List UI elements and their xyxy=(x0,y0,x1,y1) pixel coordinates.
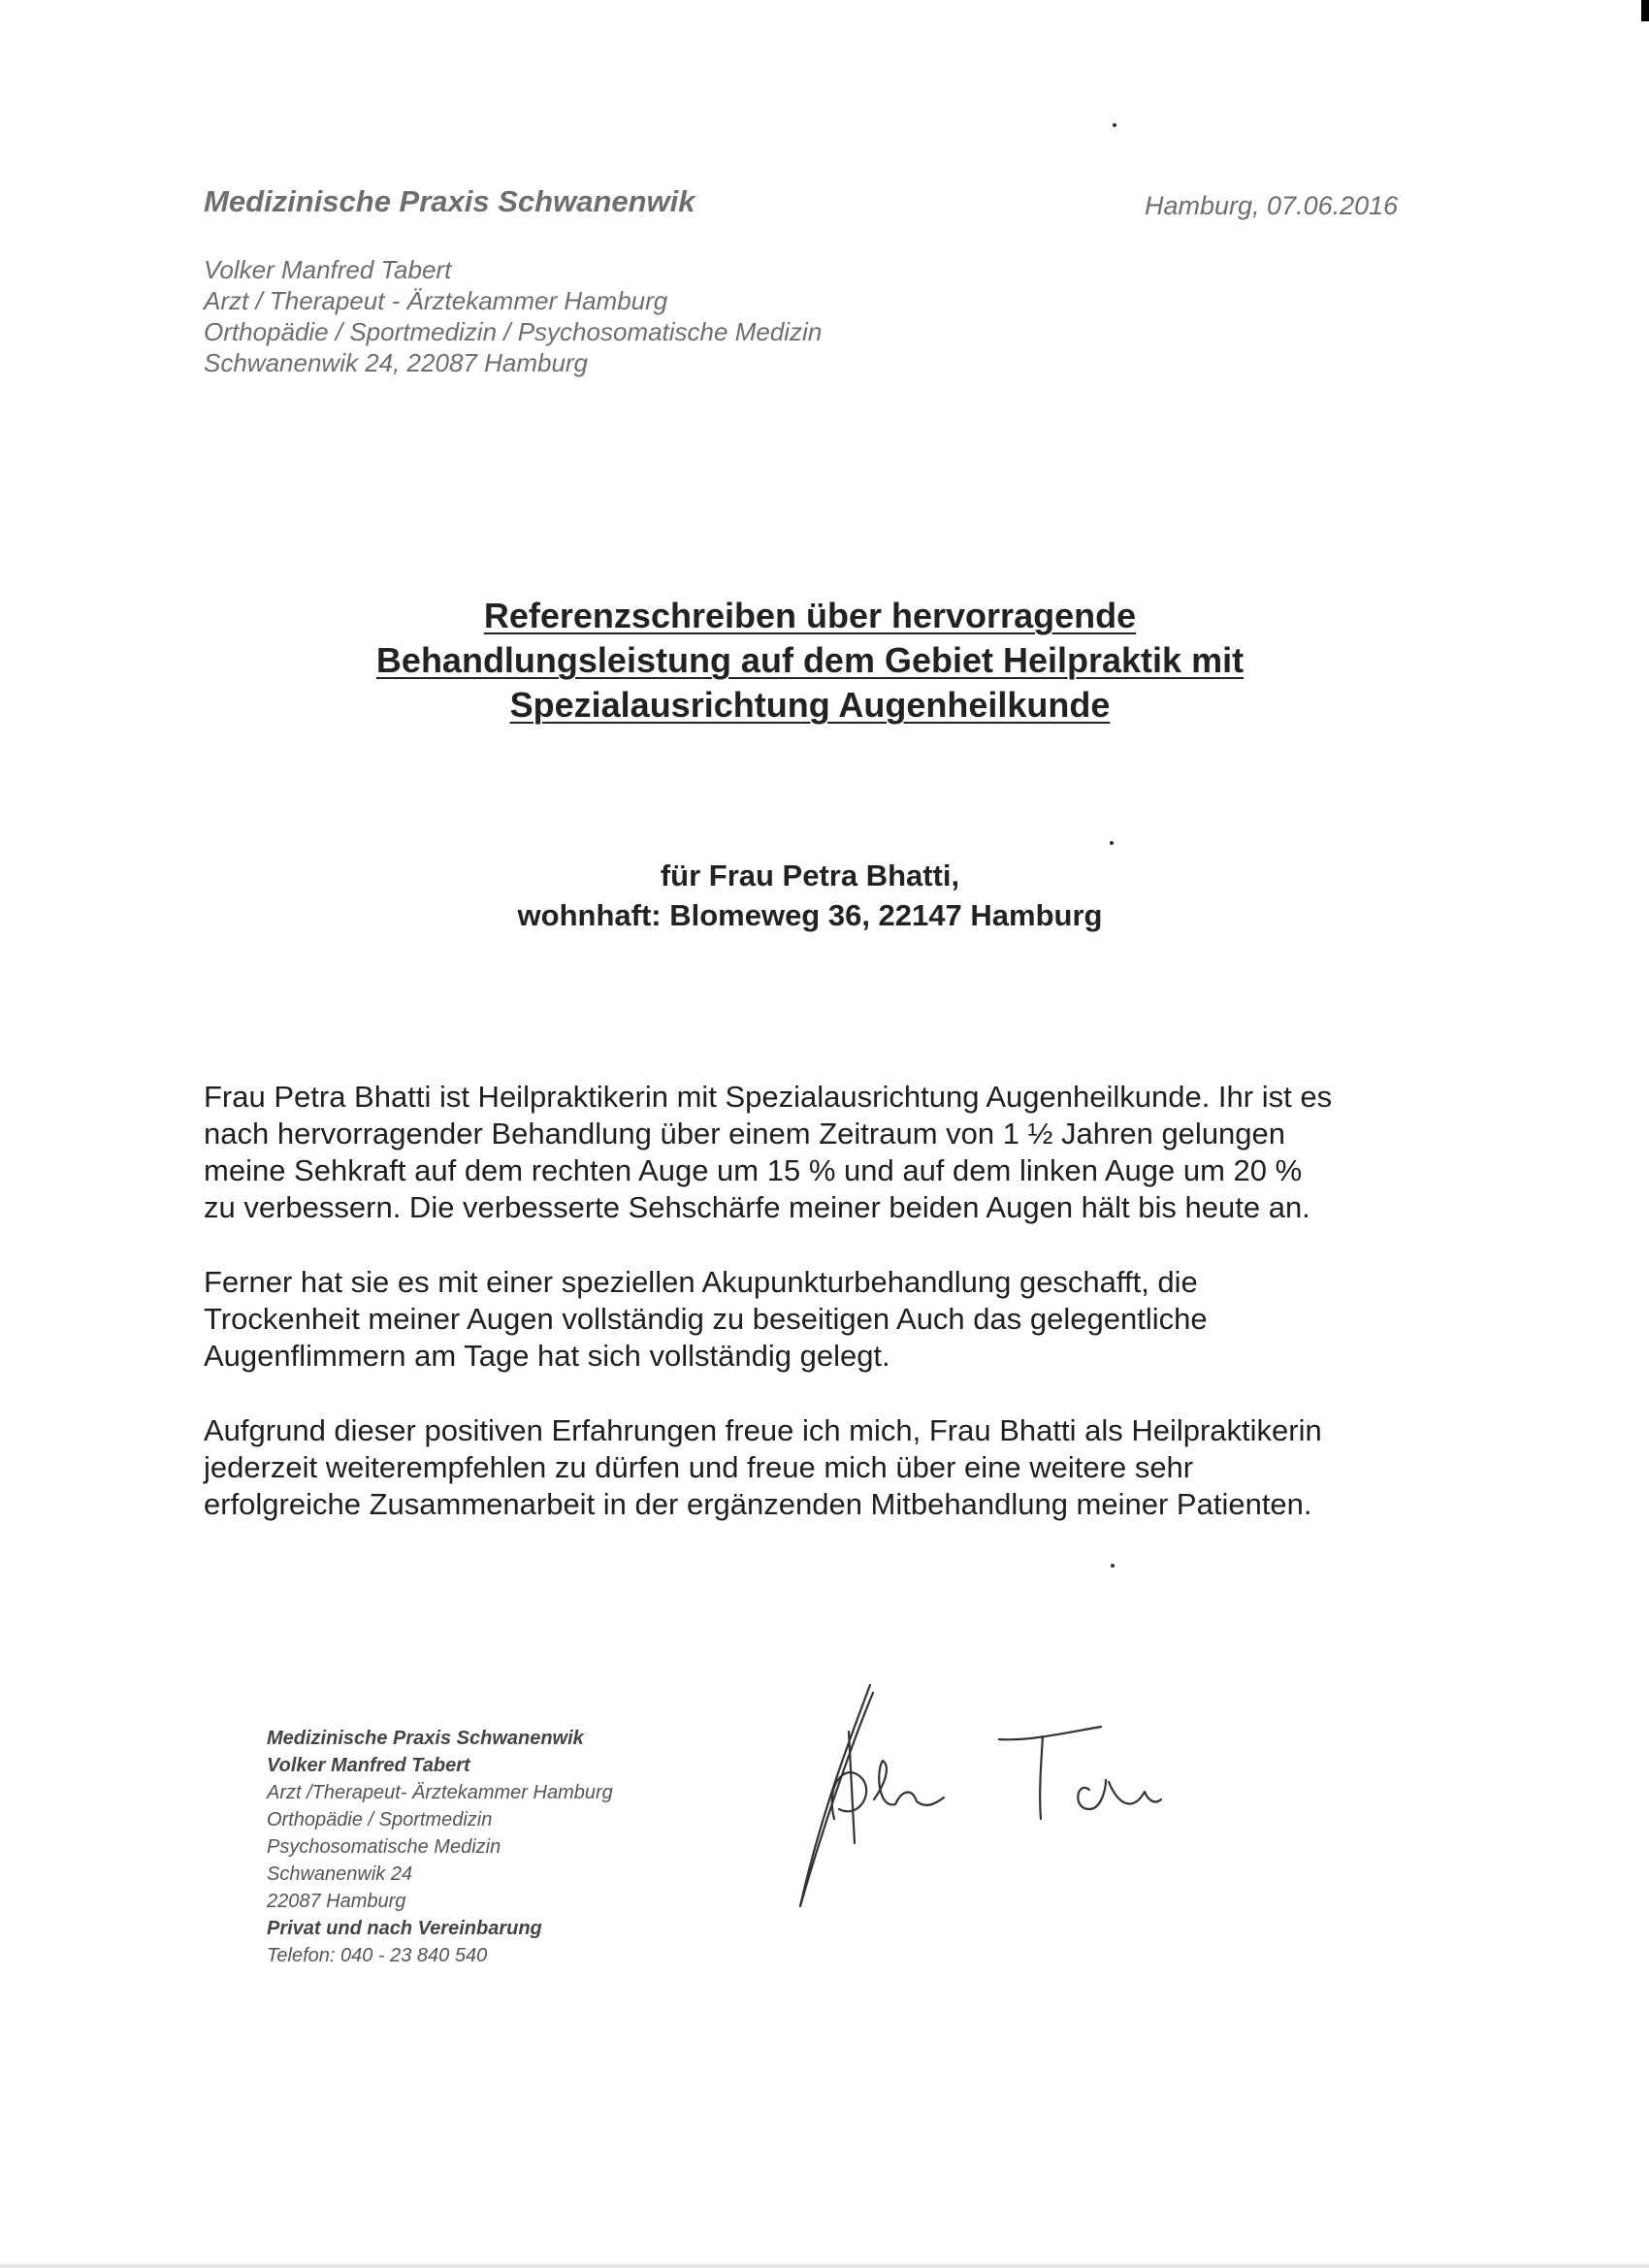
stamp-note: Privat und nach Vereinbarung xyxy=(267,1918,542,1939)
recipient-block xyxy=(0,856,1620,935)
body-line: zu verbessern. Die verbesserte Sehschärfe meiner beiden Augen hält bis heute an. xyxy=(204,1190,1310,1224)
recipient-address: wohnhaft: Blomeweg 36, 22147 Hamburg xyxy=(517,898,1103,932)
stamp-street: Schwanenwik 24 xyxy=(267,1863,413,1885)
signature-stamp xyxy=(267,1725,613,1969)
signature-stroke xyxy=(1040,1736,1043,1819)
scan-edge-mark xyxy=(1641,0,1649,21)
body-line: Augenflimmern am Tage hat sich vollständig gelegt. xyxy=(204,1339,890,1373)
sender-name: Volker Manfred Tabert xyxy=(204,255,452,284)
signature-stroke xyxy=(895,1793,944,1805)
sender-address-block xyxy=(204,254,822,378)
sender-specialties: Orthopädie / Sportmedizin / Psychosomatische Medizin xyxy=(204,317,823,346)
title-line: Referenzschreiben über hervorragende xyxy=(483,596,1137,635)
body-paragraph xyxy=(204,1264,1465,1375)
signature-stroke xyxy=(800,1693,873,1906)
handwritten-signature xyxy=(781,1673,1266,1916)
body-line: Ferner hat sie es mit einer speziellen Akupunkturbehandlung geschafft, die xyxy=(204,1265,1198,1299)
title-line: Spezialausrichtung Augenheilkunde xyxy=(509,685,1111,725)
practice-name: Medizinische Praxis Schwanenwik xyxy=(204,184,695,218)
signature-stroke xyxy=(874,1761,895,1804)
signature-stroke xyxy=(1109,1782,1161,1803)
stamp-specialty: Psychosomatische Medizin xyxy=(267,1836,501,1858)
letter-date: Hamburg, 07.06.2016 xyxy=(1145,191,1399,220)
letter-title xyxy=(0,594,1620,728)
title-line: Behandlungsleistung auf dem Gebiet Heilpraktik mit xyxy=(375,640,1245,680)
body-paragraph xyxy=(204,1412,1465,1523)
sender-address: Schwanenwik 24, 22087 Hamburg xyxy=(204,348,589,377)
scan-speck xyxy=(1113,123,1116,127)
stamp-specialty: Orthopädie / Sportmedizin xyxy=(267,1809,493,1831)
stamp-doctor-name: Volker Manfred Tabert xyxy=(267,1755,470,1776)
stamp-city: 22087 Hamburg xyxy=(267,1891,406,1912)
body-line: Aufgrund dieser positiven Erfahrungen freue ich mich, Frau Bhatti als Heilpraktikerin xyxy=(204,1413,1322,1447)
stamp-profession: Arzt /Therapeut- Ärztekammer Hamburg xyxy=(267,1782,613,1803)
body-line: jederzeit weiterempfehlen zu dürfen und freue mich über eine weitere sehr xyxy=(204,1450,1194,1484)
scan-bottom-edge xyxy=(0,2264,1649,2268)
letter-body xyxy=(204,1079,1465,1561)
signature-stroke xyxy=(999,1727,1101,1739)
scan-speck xyxy=(1111,1564,1115,1568)
body-paragraph xyxy=(204,1079,1465,1226)
stamp-phone: Telefon: 040 - 23 840 540 xyxy=(267,1945,488,1966)
recipient-name: für Frau Petra Bhatti, xyxy=(660,859,960,892)
stamp-practice-name: Medizinische Praxis Schwanenwik xyxy=(267,1728,584,1749)
body-line: Frau Petra Bhatti ist Heilpraktikerin mit Spezialausrichtung Augenheilkunde. Ihr ist es xyxy=(204,1080,1333,1114)
scan-speck xyxy=(1110,841,1114,845)
body-line: meine Sehkraft auf dem rechten Auge um 15 % und auf dem linken Auge um 20 % xyxy=(204,1153,1303,1187)
sender-profession: Arzt / Therapeut - Ärztekammer Hamburg xyxy=(204,286,668,315)
body-line: erfolgreiche Zusammenarbeit in der ergänzenden Mitbehandlung meiner Patienten. xyxy=(204,1487,1312,1521)
signature-stroke xyxy=(832,1772,866,1819)
body-line: Trockenheit meiner Augen vollständig zu beseitigen Auch das gelegentliche xyxy=(204,1302,1208,1336)
body-line: nach hervorragender Behandlung über einem Zeitraum von 1 ½ Jahren gelungen xyxy=(204,1117,1286,1150)
signature-stroke xyxy=(1078,1780,1106,1809)
